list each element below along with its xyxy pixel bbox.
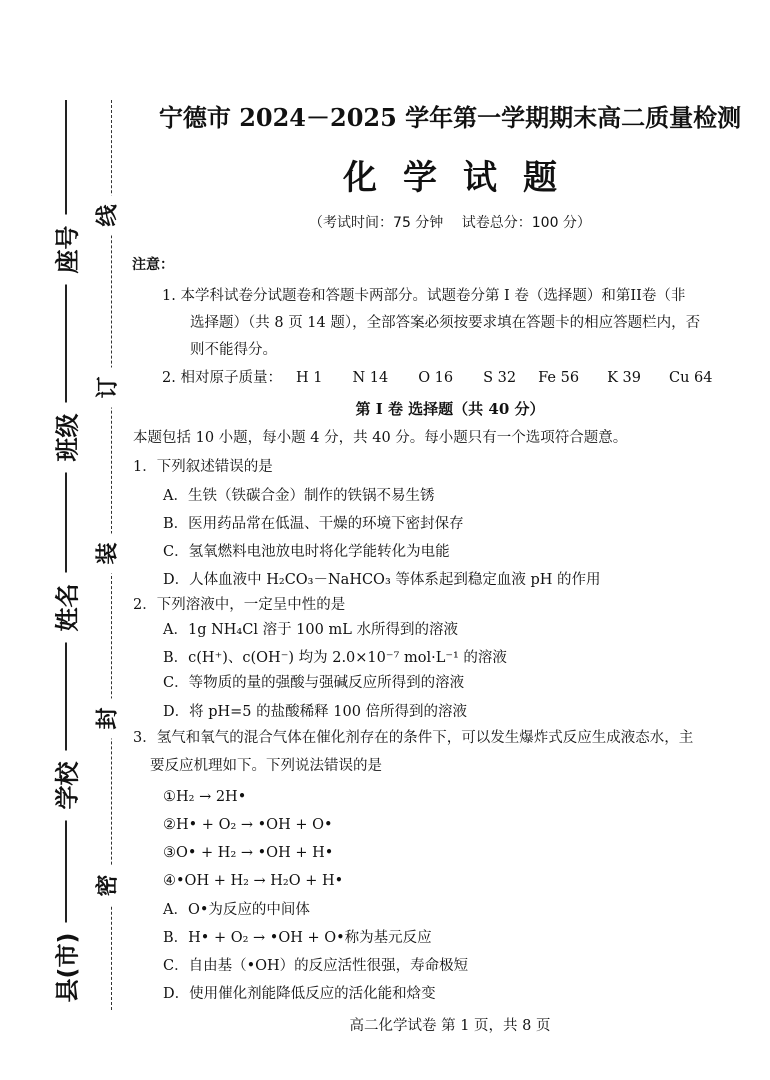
question-3-stem-line-1: 3．氢气和氧气的混合气体在催化剂存在的条件下，可以发生爆炸式反应生成液态水，主 — [133, 730, 694, 746]
exam-info: （考试时间：75 分钟 试卷总分：100 分） — [309, 215, 591, 231]
name-label: 姓名 — [48, 573, 83, 643]
q2-option-a: A．1g NH₄Cl 溶于 100 mL 水所得到的溶液 — [163, 622, 458, 638]
page-footer: 高二化学试卷 第 1 页，共 8 页 — [349, 1018, 551, 1034]
q1-option-c: C．氢氧燃料电池放电时将化学能转化为电能 — [163, 544, 450, 560]
seal-char-zhuang: 装 — [91, 534, 122, 574]
atomic-mass-h: H 1 — [295, 370, 323, 386]
q1-option-d: D．人体血液中 H₂CO₃－NaHCO₃ 等体系起到稳定血液 pH 的作用 — [163, 572, 601, 588]
section-intro: 本题包括 10 小题，每小题 4 分，共 40 分。每小题只有一个选项符合题意。 — [133, 430, 628, 446]
q3-step-2: ②H• + O₂ → •OH + O• — [163, 817, 333, 833]
atomic-mass-fe: Fe 56 — [538, 370, 580, 386]
atomic-mass-label: 2. 相对原子质量： — [162, 370, 282, 386]
q1-option-a: A．生铁（铁碳合金）制作的铁锅不易生锈 — [163, 488, 435, 504]
seat-label: 座号 — [48, 215, 83, 285]
seal-char-ding: 订 — [91, 368, 122, 408]
seal-char-mi: 密 — [91, 866, 122, 906]
seal-char-line: 线 — [91, 196, 122, 236]
school-label: 学校 — [48, 751, 83, 821]
class-label: 班级 — [48, 403, 83, 473]
q1-option-b: B．医用药品常在低温、干燥的环境下密封保存 — [163, 516, 464, 532]
exam-title: 宁德市 2024－2025 学年第一学期期末高二质量检测 — [158, 103, 742, 132]
q3-step-3: ③O• + H₂ → •OH + H• — [163, 845, 334, 861]
subject-title: 化学试题 — [343, 158, 583, 198]
notes-heading: 注意： — [132, 257, 174, 273]
q2-option-c: C．等物质的量的强酸与强碱反应所得到的溶液 — [163, 675, 465, 691]
note-item-2 — [162, 368, 752, 388]
question-2-stem: 2．下列溶液中，一定呈中性的是 — [133, 597, 346, 613]
note-item-1 — [162, 283, 752, 364]
note-1-line-3: 则不能得分。 — [190, 342, 277, 358]
q3-step-1: ①H₂ → 2H• — [163, 789, 247, 805]
q3-option-a: A．O•为反应的中间体 — [163, 902, 310, 918]
atomic-mass-cu: Cu 64 — [668, 370, 713, 386]
atomic-mass-s: S 32 — [483, 370, 517, 386]
q2-option-b: B．c(H⁺)、c(OH⁻) 均为 2.0×10⁻⁷ mol·L⁻¹ 的溶液 — [163, 650, 507, 666]
atomic-mass-n: N 14 — [352, 370, 389, 386]
q3-step-4: ④•OH + H₂ → H₂O + H• — [163, 873, 344, 889]
q3-option-c: C．自由基（•OH）的反应活性很强，寿命极短 — [163, 958, 469, 974]
seal-char-feng: 封 — [91, 699, 122, 739]
note-1-line-1: 1. 本学科试卷分试题卷和答题卡两部分。试题卷分第 I 卷（选择题）和第II卷（非 — [162, 288, 686, 304]
atomic-mass-k: K 39 — [607, 370, 641, 386]
q2-option-d: D．将 pH=5 的盐酸稀释 100 倍所得到的溶液 — [163, 704, 468, 720]
section-heading: 第 I 卷 选择题（共 40 分） — [355, 400, 545, 418]
question-1-stem: 1．下列叙述错误的是 — [133, 459, 273, 475]
question-3-stem-line-2: 要反应机理如下。下列说法错误的是 — [150, 758, 382, 774]
q3-option-b: B．H• + O₂ → •OH + O•称为基元反应 — [163, 930, 432, 946]
note-1-line-2: 选择题）（共 8 页 14 题），全部答案必须按要求填在答题卡的相应答题栏内，否 — [190, 315, 701, 331]
q3-option-d: D．使用催化剂能降低反应的活化能和焓变 — [163, 986, 436, 1002]
atomic-mass-o: O 16 — [418, 370, 454, 386]
county-label: 县(市) — [48, 923, 83, 1013]
